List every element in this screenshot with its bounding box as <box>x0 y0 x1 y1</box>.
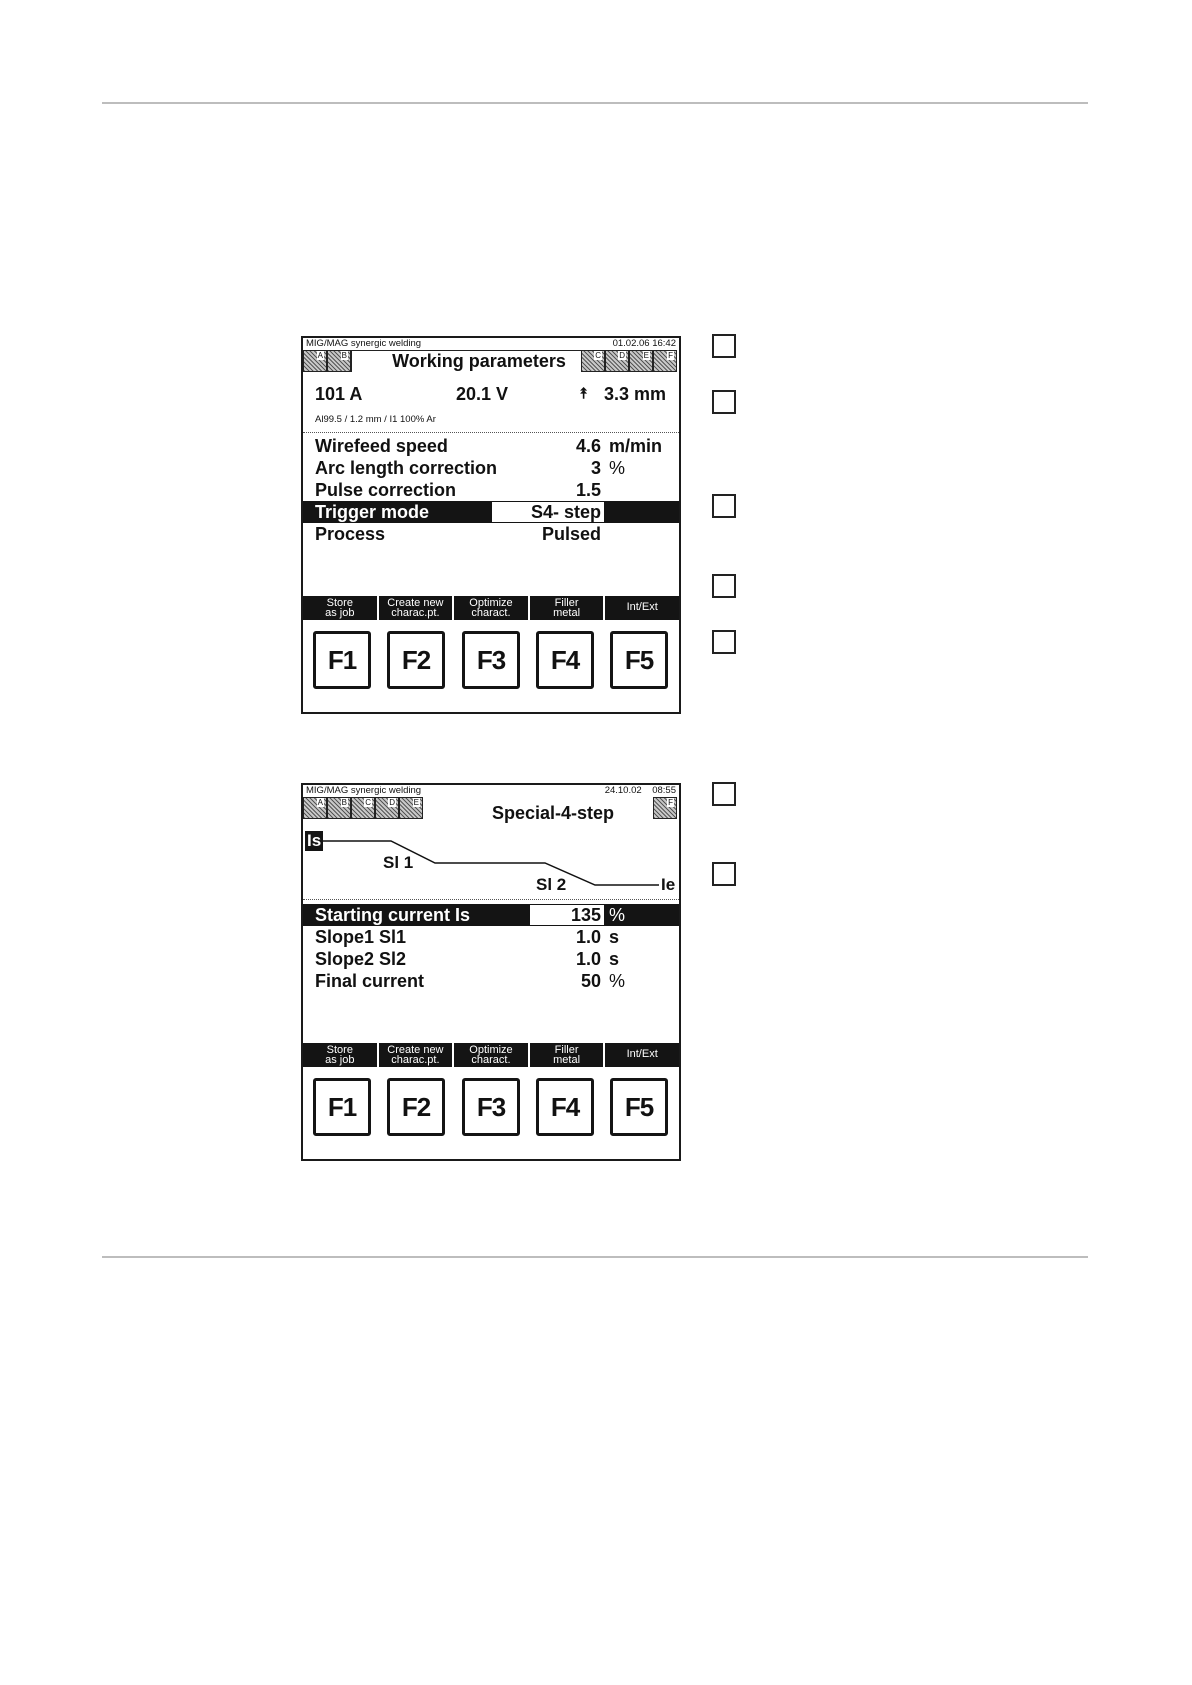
f3-button[interactable]: F3 <box>462 1078 520 1136</box>
mode-label: MIG/MAG synergic welding <box>306 338 422 349</box>
step-checkbox <box>712 862 736 886</box>
step-checkbox <box>712 782 736 806</box>
tab-f[interactable]: F <box>653 797 677 819</box>
page-title: Working parameters <box>392 351 566 371</box>
param-label: Pulse correction <box>315 480 457 500</box>
param-row-starting-current[interactable] <box>303 904 679 926</box>
tab-c[interactable]: C <box>351 797 375 819</box>
param-value: 4.6 <box>575 436 601 456</box>
datetime-label: 01.02.06 16:42 <box>612 338 676 349</box>
optimize-charact-label: Optimize charact. <box>454 596 528 620</box>
param-value: 50 <box>580 971 601 991</box>
current-readout: 101 A <box>315 384 363 404</box>
f4-button[interactable]: F4 <box>536 1078 594 1136</box>
tab-f[interactable]: F <box>653 350 677 372</box>
special-4-step-screen <box>301 783 681 1161</box>
f4-button[interactable]: F4 <box>536 631 594 689</box>
param-unit: m/min <box>609 436 663 456</box>
thickness-readout: 3.3 mm <box>604 384 667 404</box>
divider <box>303 432 679 433</box>
tab-d[interactable]: D <box>375 797 399 819</box>
param-unit: % <box>609 971 626 991</box>
sl1-label: Sl 1 <box>383 853 414 872</box>
f2-button[interactable]: F2 <box>387 1078 445 1136</box>
store-as-job-label: Store as job <box>303 1043 377 1067</box>
f5-button[interactable]: F5 <box>610 631 668 689</box>
tab-a[interactable]: A <box>303 350 327 372</box>
param-value: 3 <box>590 458 601 478</box>
function-label-bar <box>303 596 679 620</box>
f2-button[interactable]: F2 <box>387 631 445 689</box>
tab-a[interactable]: A <box>303 797 327 819</box>
param-value: Pulsed <box>541 524 601 544</box>
step-checkbox <box>712 390 736 414</box>
tab-e[interactable]: E <box>629 350 653 372</box>
step-checkbox <box>712 574 736 598</box>
param-row-pulse-correction[interactable] <box>303 479 679 501</box>
param-row-slope1[interactable] <box>303 926 679 948</box>
param-unit: s <box>609 927 620 947</box>
int-ext-label: Int/Ext <box>605 596 679 620</box>
f1-button[interactable]: F1 <box>313 631 371 689</box>
thickness-icon: ⯭ <box>579 385 589 402</box>
param-row-wirefeed-speed[interactable] <box>303 435 679 457</box>
divider <box>303 899 679 900</box>
step-checkbox <box>712 494 736 518</box>
step-checkbox <box>712 334 736 358</box>
param-label: Slope1 Sl1 <box>315 927 407 947</box>
param-row-final-current[interactable] <box>303 970 679 992</box>
function-label-bar <box>303 1043 679 1067</box>
param-row-slope2[interactable] <box>303 948 679 970</box>
tab-b[interactable]: B <box>327 797 351 819</box>
param-row-trigger-mode[interactable] <box>303 501 679 523</box>
param-unit: % <box>609 458 626 478</box>
optimize-charact-label: Optimize charact. <box>454 1043 528 1067</box>
create-charac-label: Create new charac.pt. <box>379 596 453 620</box>
ie-label: Ie <box>661 875 676 894</box>
tab-d[interactable]: D <box>605 350 629 372</box>
f5-button[interactable]: F5 <box>610 1078 668 1136</box>
trigger-mode-value[interactable]: S4- step <box>492 502 604 522</box>
datetime-label: 24.10.02 08:55 <box>604 785 676 796</box>
current-profile-graph <box>303 819 679 889</box>
working-parameters-screen <box>301 336 681 714</box>
material-info: Al99.5 / 1.2 mm / I1 100% Ar <box>315 414 436 425</box>
create-charac-label: Create new charac.pt. <box>379 1043 453 1067</box>
param-value: 1.0 <box>575 927 601 947</box>
param-label: Process <box>315 524 386 544</box>
param-label: Starting current Is <box>315 905 471 925</box>
param-value: 1.0 <box>575 949 601 969</box>
param-row-arc-length-correction[interactable] <box>303 457 679 479</box>
starting-current-value[interactable]: 135 <box>530 905 604 925</box>
status-header <box>303 785 679 797</box>
param-label: Arc length correction <box>315 458 498 478</box>
int-ext-label: Int/Ext <box>605 1043 679 1067</box>
tab-b[interactable]: B <box>327 350 351 372</box>
f1-button[interactable]: F1 <box>313 1078 371 1136</box>
bottom-rule <box>102 1256 1088 1258</box>
tab-c[interactable]: C <box>581 350 605 372</box>
is-label: Is <box>307 831 322 850</box>
page-title: Special-4-step <box>491 803 615 823</box>
param-label: Final current <box>315 971 425 991</box>
param-row-process[interactable] <box>303 523 679 545</box>
f3-button[interactable]: F3 <box>462 631 520 689</box>
filler-metal-label: Filler metal <box>530 1043 604 1067</box>
status-header <box>303 338 679 350</box>
param-label: Slope2 Sl2 <box>315 949 407 969</box>
top-rule <box>102 102 1088 104</box>
sl2-label: Sl 2 <box>536 875 567 894</box>
voltage-readout: 20.1 V <box>456 384 509 404</box>
param-label: Trigger mode <box>315 502 430 522</box>
step-checkbox <box>712 630 736 654</box>
param-label: Wirefeed speed <box>315 436 448 456</box>
mode-label: MIG/MAG synergic welding <box>306 785 422 796</box>
param-unit: % <box>609 905 626 925</box>
filler-metal-label: Filler metal <box>530 596 604 620</box>
param-unit: s <box>609 949 620 969</box>
param-value: 1.5 <box>575 480 601 500</box>
current-profile-line <box>321 841 659 885</box>
store-as-job-label: Store as job <box>303 596 377 620</box>
tab-e[interactable]: E <box>399 797 423 819</box>
